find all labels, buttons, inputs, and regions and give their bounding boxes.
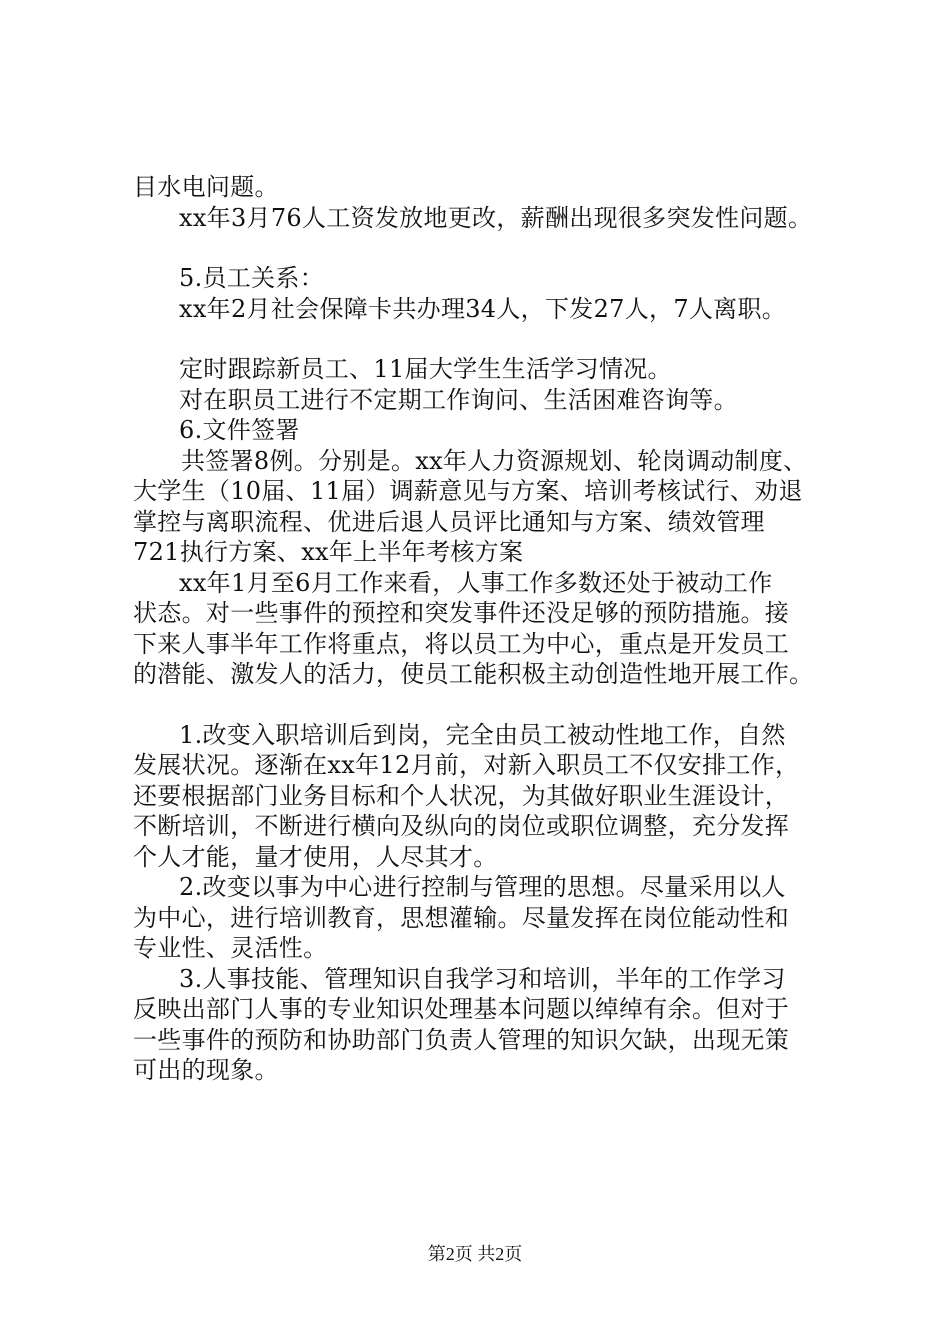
paragraph-line: 不断培训，不断进行横向及纵向的岗位或职位调整，充分发挥 (133, 812, 790, 840)
section-heading: 5.员工关系： (179, 264, 324, 292)
paragraph-line: 共签署8例。分别是。xx年人力资源规划、轮岗调动制度、 (181, 446, 808, 475)
paragraph-line: xx年2月社会保障卡共办理34人，下发27人，7人离职。 (179, 294, 787, 323)
paragraph-gap (133, 233, 843, 263)
paragraph-line: 2.改变以事为中心进行控制与管理的思想。尽量采用以人 (179, 873, 786, 901)
paragraph-line: 目水电问题。 (133, 173, 279, 201)
paragraph-line: 掌控与离职流程、优进后退人员评比通知与方案、绩效管理 (133, 507, 765, 536)
paragraph-line: 下来人事半年工作将重点，将以员工为中心，重点是开发员工 (133, 629, 790, 658)
paragraph-line: 可出的现象。 (133, 1056, 279, 1084)
document-body (133, 172, 843, 1086)
paragraph-line: xx年3月76人工资发放地更改，薪酬出现很多突发性问题。 (179, 203, 813, 232)
paragraph-line: 3.人事技能、管理知识自我学习和培训，半年的工作学习 (179, 964, 786, 993)
paragraph-line: 721执行方案、xx年上半年考核方案 (133, 538, 524, 566)
paragraph-line: 大学生（10届、11届）调薪意见与方案、培训考核试行、劝退 (133, 477, 803, 505)
paragraph-line: 一些事件的预防和协助部门负责人管理的知识欠缺，出现无策 (133, 1025, 790, 1054)
paragraph-line: 为中心，进行培训教育，思想灌输。尽量发挥在岗位能动性和 (133, 903, 790, 932)
paragraph-gap (133, 690, 843, 720)
paragraph-line: 定时跟踪新员工、11届大学生生活学习情况。 (179, 355, 672, 383)
paragraph-line: 对在职员工进行不定期工作询问、生活困难咨询等。 (179, 385, 738, 414)
paragraph-line: 的潜能、激发人的活力，使员工能积极主动创造性地开展工作。 (133, 660, 814, 688)
section-heading: 6.文件签署 (179, 416, 300, 444)
paragraph-line: 1.改变入职培训后到岗，完全由员工被动性地工作，自然 (179, 720, 786, 749)
paragraph-line: 状态。对一些事件的预控和突发事件还没足够的预防措施。接 (133, 599, 790, 627)
paragraph-line: 还要根据部门业务目标和个人状况，为其做好职业生涯设计， (133, 781, 790, 810)
paragraph-line: 发展状况。逐渐在xx年12月前，对新入职员工不仅安排工作， (133, 751, 800, 779)
paragraph-line: 反映出部门人事的专业知识处理基本问题以绰绰有余。但对于 (133, 995, 790, 1023)
paragraph-line: xx年1月至6月工作来看，人事工作多数还处于被动工作 (179, 568, 773, 597)
paragraph-line: 个人才能，量才使用，人尽其才。 (133, 842, 498, 871)
page-footer: 第2页 共2页 (427, 1244, 523, 1264)
paragraph-gap (133, 324, 843, 354)
paragraph-line: 专业性、灵活性。 (133, 934, 328, 962)
